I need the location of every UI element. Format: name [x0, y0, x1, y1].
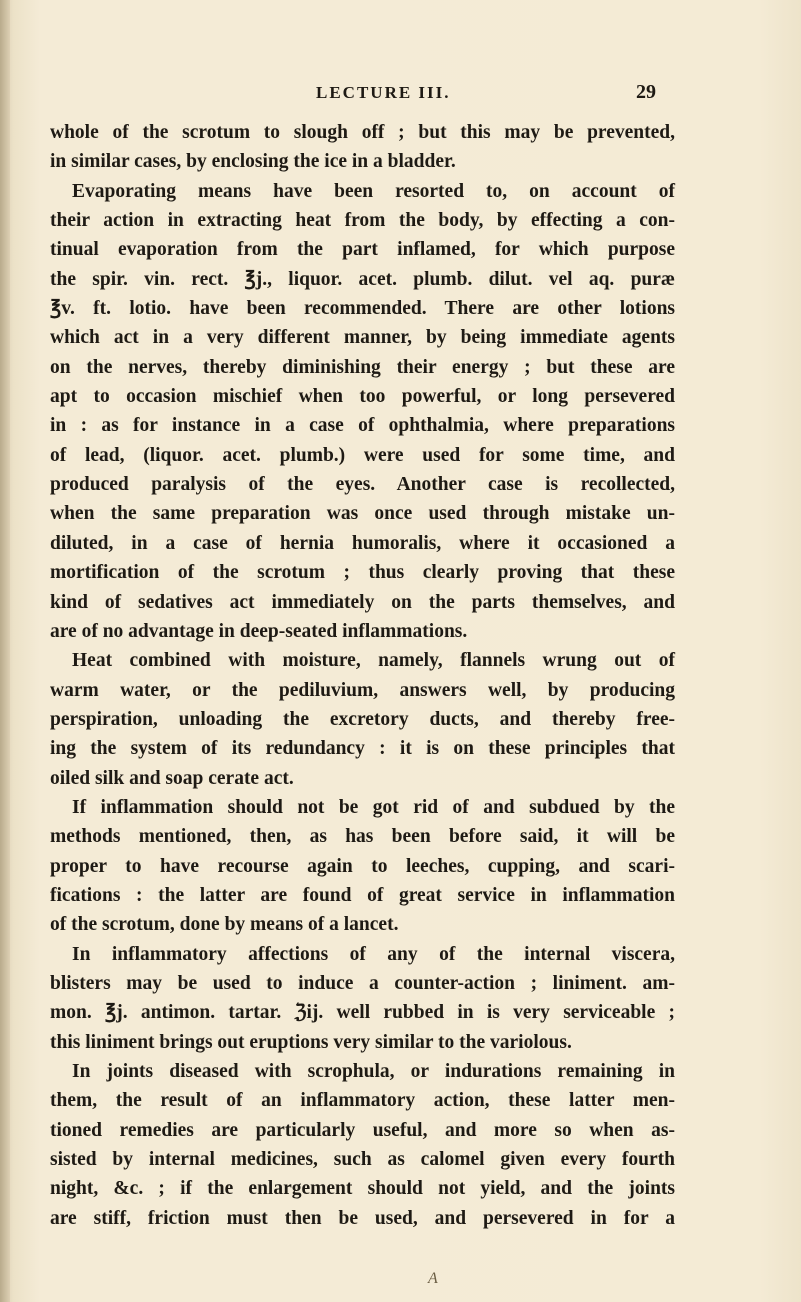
text-line: mon. ℥j. antimon. tartar. ℨij. well rubbed in is very serviceable ;: [50, 1002, 675, 1024]
text-line: sisted by internal medicines, such as calomel given every fourth: [50, 1149, 675, 1171]
running-head-title: LECTURE III.: [316, 83, 451, 102]
text-line: in : as for instance in a case of ophthalmia, where preparations: [50, 415, 675, 437]
text-line: apt to occasion mischief when too powerful, or long persevered: [50, 386, 675, 408]
page-binding-edge: [0, 0, 10, 1302]
signature-mark: A: [428, 1270, 438, 1287]
text-line: Evaporating means have been resorted to, on account of: [72, 180, 675, 202]
text-line: warm water, or the pediluvium, answers well, by producing: [50, 679, 675, 701]
text-line: them, the result of an inflammatory action, these latter men-: [50, 1090, 675, 1112]
running-head: [0, 83, 801, 109]
text-line: kind of sedatives act immediately on the parts themselves, and: [50, 591, 675, 613]
text-line: produced paralysis of the eyes. Another case is recollected,: [50, 474, 675, 496]
text-line: blisters may be used to induce a counter-action ; liniment. am-: [50, 972, 675, 994]
text-line: oiled silk and soap cerate act.: [50, 767, 294, 789]
text-line: tinual evaporation from the part inflamed, for which purpose: [50, 239, 675, 261]
page-number: 29: [636, 81, 656, 103]
text-line: in similar cases, by enclosing the ice in a bladder.: [50, 151, 456, 173]
text-line: diluted, in a case of hernia humoralis, where it occasioned a: [50, 532, 675, 554]
text-line: Heat combined with moisture, namely, flannels wrung out of: [72, 650, 675, 672]
text-line: If inflammation should not be got rid of and subdued by the: [72, 796, 675, 818]
text-line: which act in a very different manner, by being immediate agents: [50, 327, 675, 349]
body-text: [50, 118, 675, 1233]
text-line: are stiff, friction must then be used, and persevered in for a: [50, 1207, 675, 1229]
text-line: fications : the latter are found of great service in inflammation: [50, 884, 675, 906]
text-line: mortification of the scrotum ; thus clearly proving that these: [50, 562, 675, 584]
text-line: their action in extracting heat from the body, by effecting a con-: [50, 210, 675, 232]
text-line: are of no advantage in deep-seated inflammations.: [50, 620, 468, 642]
text-line: night, &c. ; if the enlargement should not yield, and the joints: [50, 1178, 675, 1200]
text-line: methods mentioned, then, as has been before said, it will be: [50, 826, 675, 848]
text-line: ing the system of its redundancy : it is on these principles that: [50, 738, 675, 760]
text-line: of lead, (liquor. acet. plumb.) were used for some time, and: [50, 444, 675, 466]
text-line: perspiration, unloading the excretory ducts, and thereby free-: [50, 708, 675, 730]
text-line: tioned remedies are particularly useful, and more so when as-: [50, 1119, 675, 1141]
text-line: proper to have recourse again to leeches, cupping, and scari-: [50, 855, 675, 877]
text-line: In joints diseased with scrophula, or indurations remaining in: [72, 1061, 675, 1082]
text-line: the spir. vin. rect. ℥j., liquor. acet. plumb. dilut. vel aq. puræ: [50, 268, 675, 290]
text-line: on the nerves, thereby diminishing their energy ; but these are: [50, 356, 675, 378]
text-line: when the same preparation was once used through mistake un-: [50, 503, 675, 525]
text-line: of the scrotum, done by means of a lancet.: [50, 914, 399, 936]
text-line: whole of the scrotum to slough off ; but this may be prevented,: [50, 122, 675, 143]
text-line: ℥v. ft. lotio. have been recommended. There are other lotions: [50, 298, 675, 320]
text-line: this liniment brings out eruptions very similar to the variolous.: [50, 1031, 572, 1053]
text-line: In inflammatory affections of any of the internal viscera,: [72, 943, 675, 965]
